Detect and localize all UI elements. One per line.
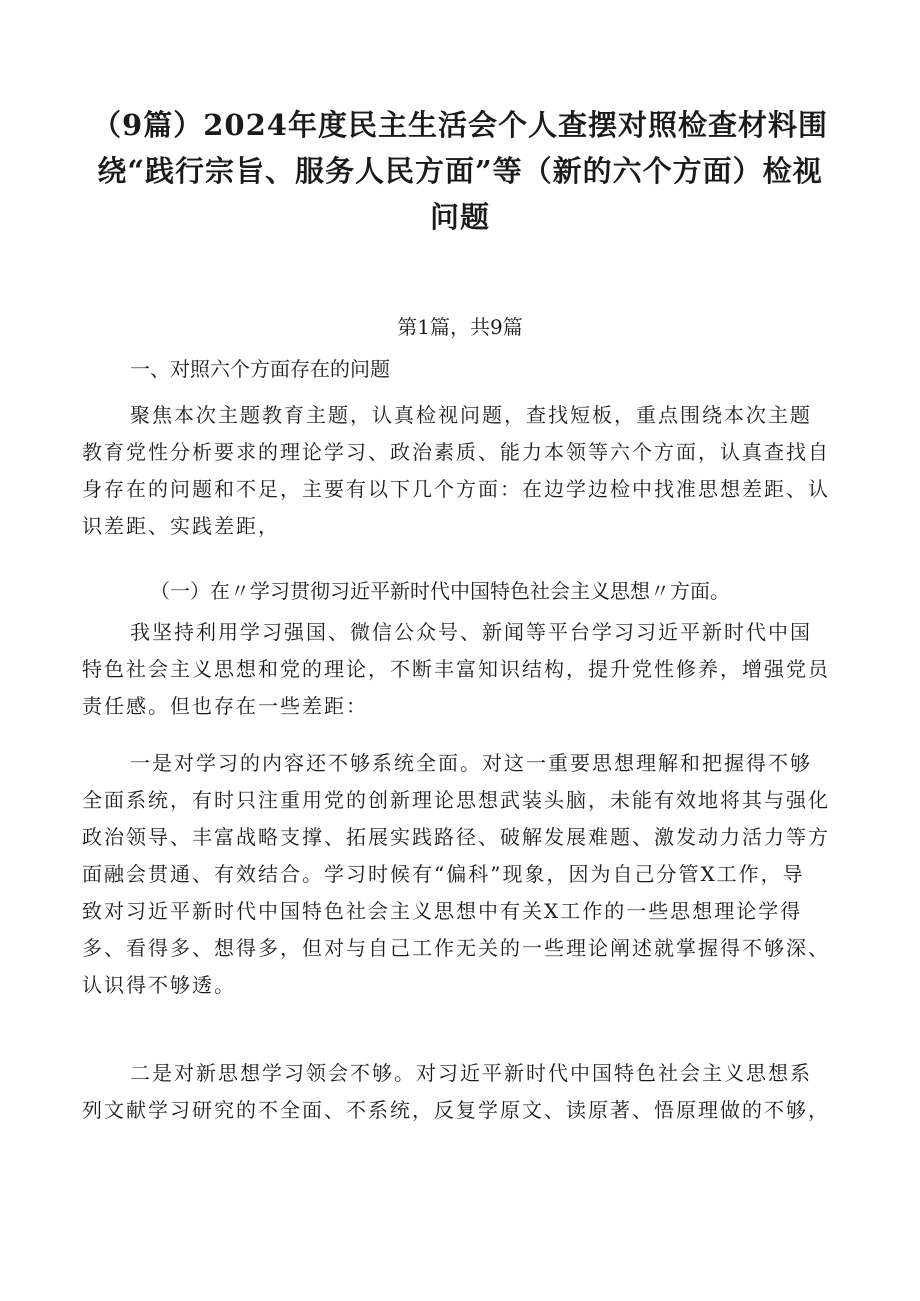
paragraph-3 [82,745,872,1004]
text-line: 二是对新思想学习领会不够。对习近平新时代中国特色社会主义思想系 [130,1061,812,1085]
paragraph-2 [82,614,872,725]
text-line: 列文献学习研究的不全面、不系统，反复学原文、读原著、悟原理做的不够， [82,1098,830,1122]
paragraph-1 [82,397,872,545]
text-line: 责任感。但也存在一些差距： [82,694,368,718]
text-line: 教育党性分析要求的理论学习、政治素质、能力本领等六个方面，认真查找自 [82,440,830,464]
text-line: 面融会贯通、有效结合。学习时候有“偏科”现象，因为自己分管X工作，导 [82,862,805,886]
text-line: 认识得不够透。 [82,973,236,997]
text-line: 全面系统，有时只注重用党的创新理论思想武装头脑，未能有效地将其与强化 [82,788,830,812]
text-line: 政治领导、丰富战略支撑、拓展实践路径、破解发展难题、激发动力活力等方 [82,825,830,849]
part-indicator: 第1篇，共9篇 [397,315,523,339]
text-line: 我坚持利用学习强国、微信公众号、新闻等平台学习习近平新时代中国 [130,620,812,644]
title-line: 绕“践行宗旨、服务人民方面”等（新的六个方面）检视 [97,154,823,188]
text-line: 聚焦本次主题教育主题，认真检视问题，查找短板，重点围绕本次主题 [130,403,812,427]
title-line: （9篇）2024年度民主生活会个人查摆对照检查材料围 [92,108,828,142]
paragraph-4 [82,1055,872,1129]
text-line: 特色社会主义思想和党的理论，不断丰富知识结构，提升党性修养，增强党员 [82,657,830,681]
text-line: 致对习近平新时代中国特色社会主义思想中有关X工作的一些思想理论学得 [82,899,803,923]
text-line: 多、看得多、想得多，但对与自己工作无关的一些理论阐述就掌握得不够深、 [82,936,830,960]
section-heading: 一、对照六个方面存在的问题 [130,357,390,381]
text-line: 一是对学习的内容还不够系统全面。对这一重要思想理解和把握得不够 [130,751,812,775]
document-title [60,102,860,240]
text-line: 识差距、实践差距， [82,514,280,538]
title-line: 问题 [429,200,490,234]
subheading-1: （一）在〃学习贯彻习近平新时代中国特色社会主义思想〃方面。 [150,579,730,603]
text-line: 身存在的问题和不足，主要有以下几个方面：在边学边检中找准思想差距、认 [82,477,830,501]
